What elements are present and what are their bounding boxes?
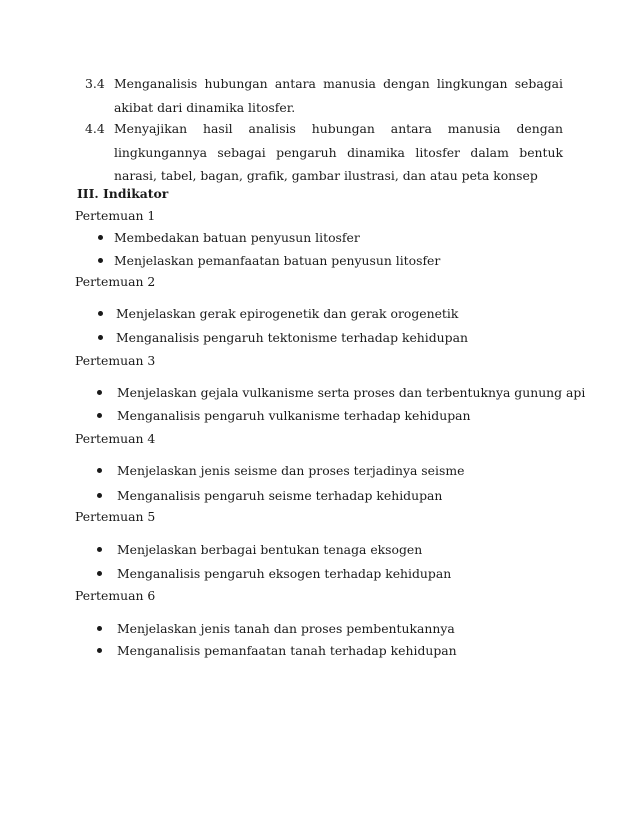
meeting-title: Pertemuan 2 [75, 274, 156, 289]
list-item-text: Menganalisis pengaruh seisme terhadap kehidupan [116, 488, 443, 503]
bullet-icon [97, 648, 102, 653]
bullet-icon [98, 235, 103, 240]
bullet-icon [97, 571, 102, 576]
competency-text: Menyajikan hasil analisis hubungan antara manusia dengan lingkungannya sebagai pengaruh dinamika litosfer dalam bentuk narasi, tabel, bagan, grafik, gambar ilustrasi, dan atau peta konsep [114, 121, 563, 183]
meeting-title: Pertemuan 6 [75, 588, 156, 603]
list-item [97, 407, 471, 425]
list-item-text: Menjelaskan jenis tanah dan proses pembentukannya [116, 621, 455, 636]
list-item [97, 384, 585, 402]
competency-item [85, 117, 563, 188]
bullet-icon [97, 468, 102, 473]
competency-number: 4.4 [85, 121, 105, 136]
list-item [98, 229, 360, 247]
list-item [97, 642, 457, 660]
list-item-text: Menganalisis pemanfaatan tanah terhadap kehidupan [116, 643, 457, 658]
bullet-icon [97, 390, 102, 395]
bullet-icon [97, 547, 102, 552]
competency-number: 3.4 [85, 76, 105, 91]
list-item-text: Menjelaskan gerak epirogenetik dan gerak orogenetik [115, 306, 459, 321]
section-heading: III. Indikator [77, 186, 169, 201]
list-item [98, 252, 440, 270]
meeting-title: Pertemuan 3 [75, 353, 156, 368]
bullet-icon [97, 493, 102, 498]
bullet-icon [97, 626, 102, 631]
list-item [97, 487, 442, 505]
competency-text: Menganalisis hubungan antara manusia dengan lingkungan sebagai akibat dari dinamika litosfer. [114, 76, 563, 115]
list-item-text: Menjelaskan berbagai bentukan tenaga eksogen [116, 542, 423, 557]
list-item [97, 620, 455, 638]
list-item [98, 305, 458, 323]
bullet-icon [98, 311, 103, 316]
list-item [97, 541, 422, 559]
bullet-icon [97, 413, 102, 418]
bullet-icon [98, 335, 103, 340]
meeting-title: Pertemuan 5 [75, 509, 156, 524]
list-item-text: Menjelaskan jenis seisme dan proses terjadinya seisme [116, 463, 465, 478]
meeting-title: Pertemuan 4 [75, 431, 156, 446]
list-item-text: Menganalisis pengaruh eksogen terhadap kehidupan [116, 566, 452, 581]
list-item [98, 329, 468, 347]
list-item [97, 462, 464, 480]
meeting-title: Pertemuan 1 [75, 208, 156, 223]
bullet-icon [98, 258, 103, 263]
list-item-text: Menganalisis pengaruh vulkanisme terhadap kehidupan [116, 408, 471, 423]
list-item-text: Membedakan batuan penyusun litosfer [113, 230, 360, 245]
list-item-text: Menjelaskan gejala vulkanisme serta proses dan terbentuknya gunung api [116, 385, 586, 400]
competency-item [85, 72, 563, 119]
list-item [97, 565, 451, 583]
list-item-text: Menjelaskan pemanfaatan batuan penyusun litosfer [113, 253, 441, 268]
list-item-text: Menganalisis pengaruh tektonisme terhadap kehidupan [115, 330, 468, 345]
